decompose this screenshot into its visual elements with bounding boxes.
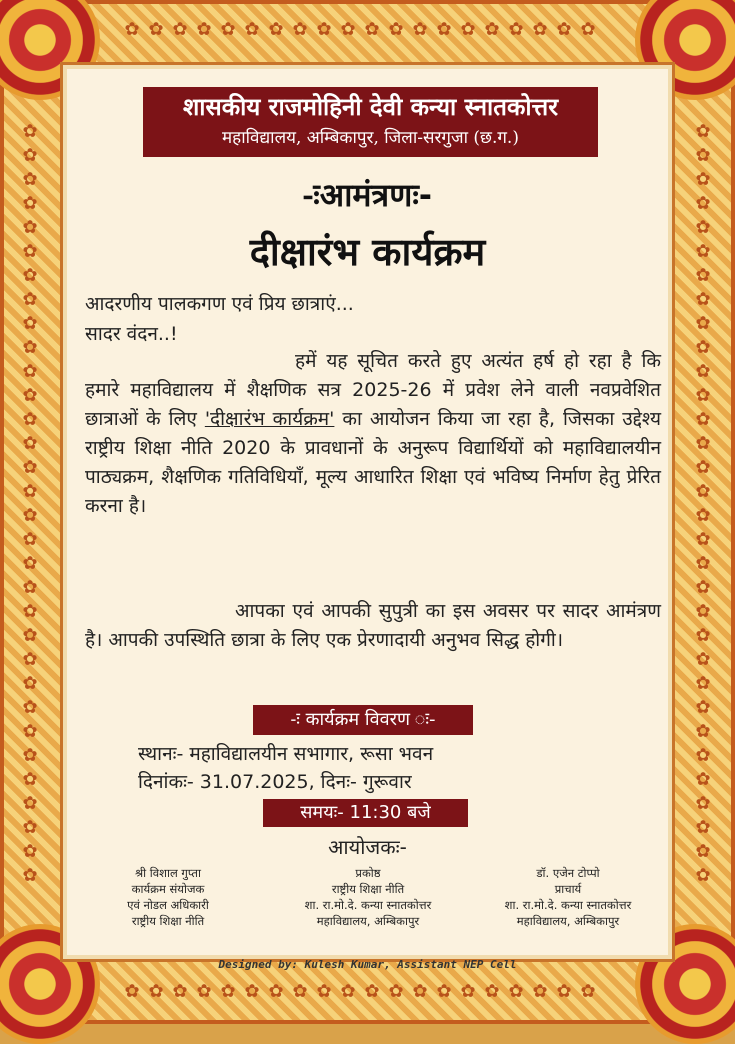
designer-credit: Designed by: Kulesh Kumar, Assistant NEP Cell [218, 958, 517, 971]
signatory-3 [468, 865, 668, 929]
organizer-label: आयोजकः- [328, 835, 407, 859]
signatory-2-line1: प्रकोष्ठ [355, 866, 381, 880]
event-name: दीक्षारंभ कार्यक्रम [249, 230, 486, 274]
paragraph-1 [85, 347, 661, 521]
signatory-2-line2: राष्ट्रीय शिक्षा नीति [331, 882, 405, 896]
greeting-line2: सादर वंदन..! [85, 323, 178, 345]
venue-detail: स्थानः- महाविद्यालयीन सभागार, रूसा भवन [138, 743, 434, 765]
time-detail: समयः- 11:30 बजे [263, 799, 468, 827]
bottom-motif-strip: ✿ ✿ ✿ ✿ ✿ ✿ ✿ ✿ ✿ ✿ ✿ ✿ ✿ ✿ ✿ ✿ ✿ ✿ ✿ ✿ [124, 981, 596, 1002]
signatory-3-line3: शा. रा.मो.दे. कन्या स्नातकोत्तर [504, 898, 632, 912]
signatory-1 [68, 865, 268, 929]
right-motif-strip: ✿ ✿ ✿ ✿ ✿ ✿ ✿ ✿ ✿ ✿ ✿ ✿ ✿ ✿ ✿ ✿ ✿ ✿ ✿ ✿ ✿ ✿ ✿ ✿ ✿ ✿ ✿ ✿ ✿ ✿ ✿ ✿ [695, 121, 711, 886]
left-motif-strip: ✿ ✿ ✿ ✿ ✿ ✿ ✿ ✿ ✿ ✿ ✿ ✿ ✿ ✿ ✿ ✿ ✿ ✿ ✿ ✿ ✿ ✿ ✿ ✿ ✿ ✿ ✿ ✿ ✿ ✿ ✿ ✿ [22, 121, 38, 886]
greeting [85, 289, 354, 349]
college-name-line1: शासकीय राजमोहिनी देवी कन्या स्नातकोत्तर [182, 92, 559, 121]
signatory-1-line1: श्री विशाल गुप्ता [135, 866, 201, 880]
content-panel [60, 62, 675, 962]
signatory-3-line1: डॉ. एजेन टोप्पो [536, 866, 600, 880]
signatory-2 [268, 865, 468, 929]
signatory-1-line2: कार्यक्रम संयोजक [131, 882, 205, 896]
paragraph-1-emphasis: 'दीक्षारंभ कार्यक्रम' [204, 408, 335, 430]
event-details-label: -ः कार्यक्रम विवरण ः- [253, 705, 473, 735]
paragraph-1-after: का आयोजन किया जा रहा है, जिसका उद्देश्य राष्ट्रीय शिक्षा नीति 2020 के प्रावधानों के अनुरूप विद्यार्थियों को महाविद्यालयीन पाठ्यक्रम, शैक्षणिक गतिविधियाँ, मूल्य आधारित शिक्षा एवं भविष्य निर्माण हेतु प्रेरित करना है। [85, 408, 662, 517]
signatory-3-line2: प्राचार्य [554, 882, 582, 896]
signatory-2-line3: शा. रा.मो.दे. कन्या स्नातकोत्तर [304, 898, 432, 912]
invitation-title: -ःआमंत्रणः- [302, 176, 433, 214]
date-detail: दिनांकः- 31.07.2025, दिनः- गुरूवार [138, 771, 412, 793]
top-motif-strip: ✿ ✿ ✿ ✿ ✿ ✿ ✿ ✿ ✿ ✿ ✿ ✿ ✿ ✿ ✿ ✿ ✿ ✿ ✿ ✿ [124, 19, 596, 40]
greeting-line1: आदरणीय पालकगण एवं प्रिय छात्राएं... [85, 293, 354, 315]
signatory-1-line4: राष्ट्रीय शिक्षा नीति [131, 914, 205, 928]
paragraph-2: आपका एवं आपकी सुपुत्री का इस अवसर पर सादर आमंत्रण है। आपकी उपस्थिति छात्रा के लिए एक प्रेरणादायी अनुभव सिद्ध होगी। [85, 600, 661, 651]
signatory-2-line4: महाविद्यालय, अम्बिकापुर [316, 914, 420, 928]
signatory-3-line4: महाविद्यालय, अम्बिकापुर [516, 914, 620, 928]
signatory-1-line3: एवं नोडल अधिकारी [127, 898, 209, 912]
paragraph-1-before: हमें यह सूचित करते हुए अत्यंत हर्ष हो रहा है कि हमारे महाविद्यालय में शैक्षणिक सत्र 2025-26 में प्रवेश लेने वाली नवप्रवेशित छात्राओं के लिए [85, 350, 661, 430]
college-header [143, 87, 598, 157]
college-name-line2: महाविद्यालय, अम्बिकापुर, जिला-सरगुजा (छ.ग.) [222, 128, 519, 148]
